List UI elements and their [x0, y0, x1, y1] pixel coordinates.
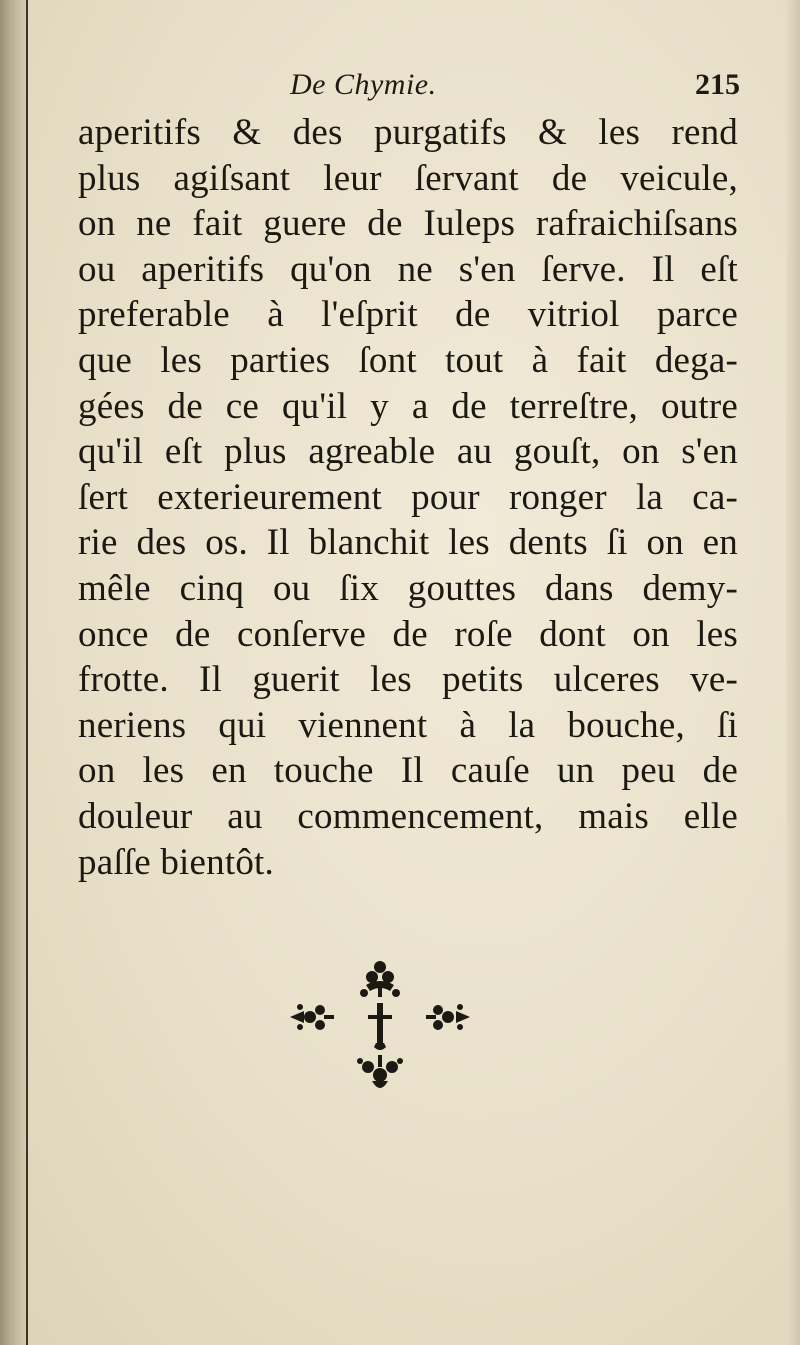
text-line: on les en touche Il cauſe un peu de [78, 750, 738, 792]
page-header [80, 68, 740, 112]
text-line: frotte. Il guerit les petits ulceres ve- [78, 659, 738, 701]
page-gutter [0, 0, 28, 1345]
text-line: qu'il eſt plus agreable au gouſt, on s'en [78, 431, 738, 473]
text-line: ou aperitifs qu'on ne s'en ſerve. Il eſt [78, 248, 738, 290]
text-line: ſert exterieurement pour ronger la ca- [78, 476, 738, 518]
fleuron-left-icon [290, 1004, 334, 1030]
fleuron-cross-ornament-icon [280, 955, 480, 1105]
text-line: paſſe bientôt. [78, 841, 274, 883]
text-line: on ne fait guere de Iuleps rafraichiſsans [78, 203, 738, 245]
text-line: aperitifs & des purgatifs & les rend [78, 112, 738, 153]
fleuron-right-icon [426, 1004, 470, 1030]
fleuron-top-icon [360, 961, 400, 997]
text-line: douleur au commencement, mais elle [78, 795, 738, 837]
text-line: que les parties ſont tout à fait dega- [78, 339, 738, 381]
page-edge [786, 0, 800, 1345]
text-line: mêle cinq ou ſix gouttes dans demy- [78, 567, 738, 609]
gutter-binding-line [26, 0, 28, 1345]
text-line: preferable à l'eſprit de vitriol parce [78, 294, 738, 336]
text-line: once de conſerve de roſe dont on les [78, 613, 738, 655]
cross-icon [368, 1003, 392, 1050]
text-line: neriens qui viennent à la bouche, ſi [78, 704, 738, 746]
page-number: 215 [695, 68, 740, 101]
text-line: plus agiſsant leur ſervant de veicule, [78, 157, 738, 199]
running-head: De Chymie. [290, 68, 437, 101]
body-text [78, 110, 738, 885]
text-line: rie des os. Il blanchit les dents ſi on en [78, 522, 738, 564]
text-line: gées de ce qu'il y a de terreſtre, outre [78, 385, 738, 427]
fleuron-bottom-icon [357, 1055, 403, 1088]
